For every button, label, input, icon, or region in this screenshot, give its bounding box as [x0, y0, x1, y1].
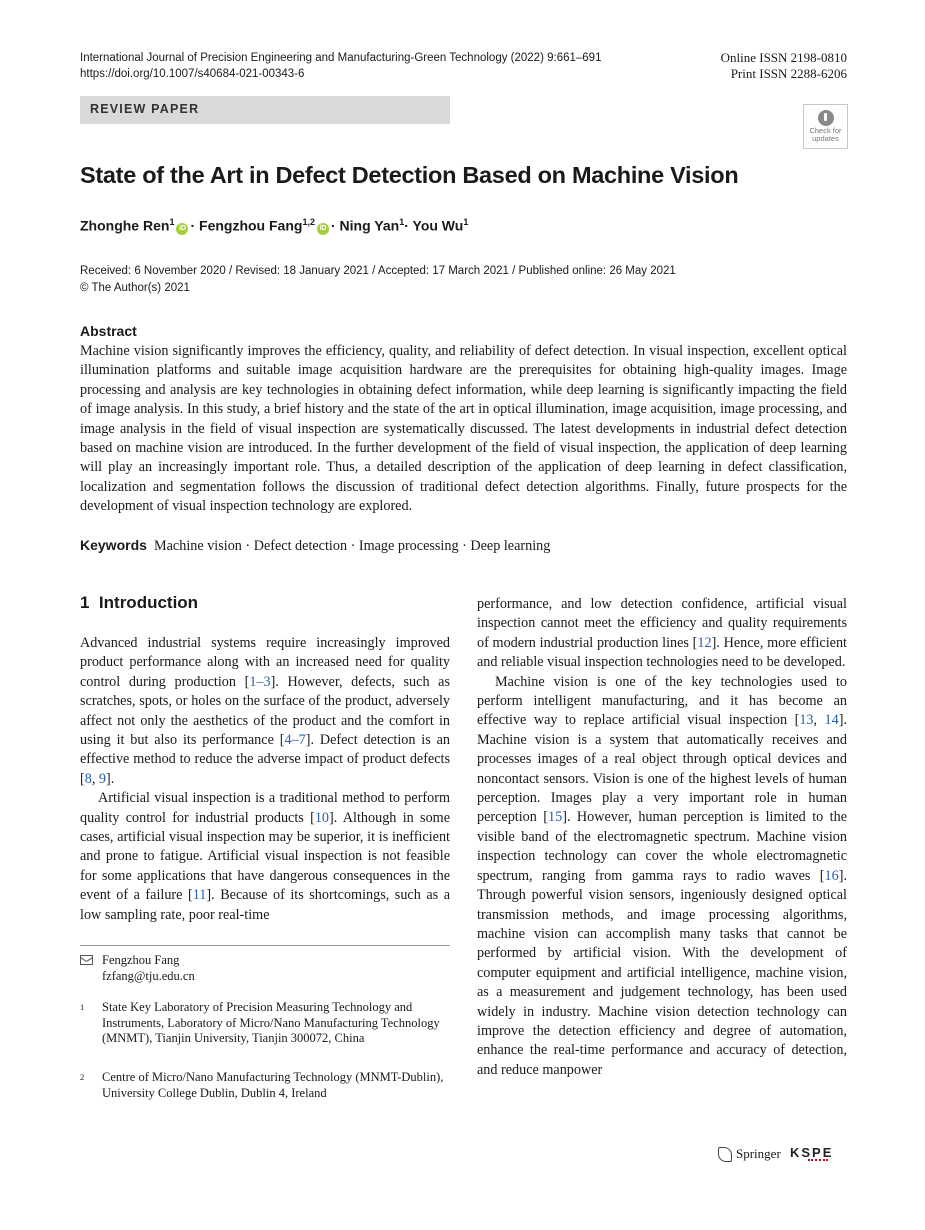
author-list: Zhonghe Ren$^1$iD · Fengzhou Fang$^{1,2}$iD · Ning Yan$^1$· You Wu$^1$: [80, 217, 469, 234]
citation-link[interactable]: 10: [314, 809, 330, 826]
right-column: [477, 595, 847, 1080]
author-affiliation: 1: [169, 217, 175, 227]
copyright-line: © The Author(s) 2021: [80, 282, 190, 294]
article-type-banner: [80, 96, 450, 124]
corresponding-author: [102, 953, 442, 984]
issn-block: [721, 50, 847, 82]
kspe-logo: KSPE: [790, 1145, 834, 1160]
citation-link[interactable]: 11: [192, 887, 207, 904]
article-type-label: REVIEW PAPER: [90, 102, 200, 116]
author-name[interactable]: You Wu: [412, 217, 464, 234]
paragraph: performance, and low detection confidence, artificial visual inspection cannot meet the efficiency and quality requirements of modern industrial production lines [12]. Hence, more efficient and reliable visual inspection technologies need to be developed.: [477, 596, 847, 671]
orcid-icon[interactable]: iD: [176, 223, 188, 235]
online-issn: Online ISSN 2198-0810: [720, 50, 847, 65]
print-issn: Print ISSN 2288-6206: [730, 66, 847, 81]
journal-header: [80, 50, 601, 82]
paragraph: Advanced industrial systems require increasingly improved product performance along with an increased need for quality control during production [1–3]. However, defects, such as scratches, spots, or holes on the surface of the product, adversely affect not only the aesthetics of the product and the comfort in using it but also its performance [4–7]. Defect detection is an effective method to reduce the adverse impact of product defects [8, 9].: [80, 635, 451, 787]
citation-link[interactable]: 15: [548, 809, 563, 826]
affiliation-text: State Key Laboratory of Precision Measuring Technology and Instruments, Laboratory of Micro/Nano Manufacturing Technology (MNMT), Tianjin University, Tianjin 300072, China: [102, 1000, 440, 1045]
journal-citation: International Journal of Precision Engineering and Manufacturing-Green Technology (2022) 9:661–691: [80, 52, 602, 64]
publication-history: [80, 263, 676, 297]
author-name[interactable]: Ning Yan: [339, 217, 400, 234]
paragraph: Machine vision is one of the key technologies used to perform intelligent manufacturing, and it has become an effective way to replace artificial visual inspection [13, 14]. Machine vision is a system that automatically receives and processes images of a real object through optical devices and noncontact sensors. Vision is one of the highest levels of human perception. Images play a very important role in human perception [15]. However, human perception is limited to the visible band of the electromagnetic spectrum. Machine vision inspection technology can cover the whole electromagnetic spectrum, ranging from gamma rays to radio waves [16]. Through powerful vision sensors, ingeniously designed optical transmission methods, and image processing algorithms, machine vision can accomplish many tasks that cannot be performed by artificial vision. With the development of computer equipment and artificial intelligence, machine vision, as a measurement and judgement technology, has been used widely in industry. Machine vision detection technology can improve the detection efficiency and degree of automation, enhance the real-time performance and accuracy of detection, and reduce manpower: [477, 673, 847, 1078]
affiliation-number: 2: [80, 1072, 85, 1082]
author-affiliation: 1: [399, 217, 405, 227]
bookmark-icon: [818, 110, 834, 126]
author-name[interactable]: Zhonghe Ren: [80, 217, 170, 234]
check-updates-line1: Check for: [809, 126, 842, 135]
keywords-label: Keywords: [80, 537, 147, 553]
kspe-logo-accent: [808, 1159, 828, 1163]
keywords: [80, 537, 550, 555]
springer-logo: Springer: [736, 1146, 781, 1161]
paragraph: Artificial visual inspection is a traditional method to perform quality control for industrial products [10]. Although in some cases, artificial visual inspection may be superior, it is inefficient and prone to fatigue. Artificial visual inspection is not feasible for some applications that have dangerous consequences in the event of a failure [11]. Because of its shortcomings, such as a low sampling rate, poor real-time: [80, 790, 450, 923]
citation-link[interactable]: 4–7: [284, 732, 306, 749]
author-affiliation: 1: [463, 217, 469, 227]
envelope-icon: [80, 955, 93, 965]
citation-link[interactable]: 1–3: [249, 673, 271, 690]
abstract-heading: Abstract: [80, 323, 137, 339]
citation-link[interactable]: 8: [84, 770, 92, 787]
citation-link[interactable]: 12: [697, 634, 712, 651]
section-heading: [80, 593, 198, 613]
paper-title: State of the Art in Defect Detection Based on Machine Vision: [80, 162, 739, 188]
check-for-updates-button[interactable]: [803, 104, 848, 149]
corresponding-email[interactable]: fzfang@tju.edu.cn: [102, 968, 195, 983]
author-affiliation: 1,2: [302, 217, 315, 227]
orcid-icon[interactable]: iD: [317, 223, 329, 235]
affiliation-1: [80, 1000, 447, 1047]
affiliation-number: 1: [80, 1002, 85, 1012]
section-number: 1: [80, 593, 90, 612]
citation-link[interactable]: 16: [824, 867, 839, 884]
section-title: Introduction: [98, 593, 199, 612]
citation-link[interactable]: 13: [799, 712, 814, 729]
citation-link[interactable]: 9: [98, 770, 107, 787]
check-updates-line2: updates: [812, 134, 839, 143]
doi-link[interactable]: https://doi.org/10.1007/s40684-021-00343-6: [80, 68, 305, 80]
springer-horse-icon: [718, 1147, 732, 1162]
affiliation-text: Centre of Micro/Nano Manufacturing Technology (MNMT-Dublin), University College Dublin, Dublin 4, Ireland: [102, 1070, 444, 1100]
dates-line: Received: 6 November 2020 / Revised: 18 January 2021 / Accepted: 17 March 2021 / Published online: 26 May 2021: [80, 265, 676, 277]
abstract-text: Machine vision significantly improves the efficiency, quality, and reliability of defect detection. In visual inspection, excellent optical illumination platforms and suitable image acquisition hardware are the prerequisites for obtaining high-quality images. Image processing and analysis are key technologies in obtaining defect information, while deep learning is significantly impacting the field of image analysis. In this study, a brief history and the state of the art in optical illumination, image acquisition, image processing, and image analysis in the field of visual inspection are systematically discussed. The latest developments in industrial defect detection based on machine vision are introduced. In the further development of the field of visual inspection, the application of deep learning will play an increasingly important role. Thus, a detailed description of the application of deep learning in defect classification, localization and segmentation follows the discussion of traditional defect detection algorithms. Finally, future prospects for the development of visual inspection technology are explored.: [80, 343, 847, 515]
author-name[interactable]: Fengzhou Fang: [199, 217, 303, 234]
footnote-divider: [80, 945, 450, 946]
keywords-text: Machine vision · Defect detection · Image processing · Deep learning: [154, 538, 551, 554]
corresponding-name: Fengzhou Fang: [102, 953, 180, 967]
affiliation-2: [80, 1070, 447, 1101]
citation-link[interactable]: 14: [824, 712, 839, 729]
left-column: [80, 634, 450, 925]
